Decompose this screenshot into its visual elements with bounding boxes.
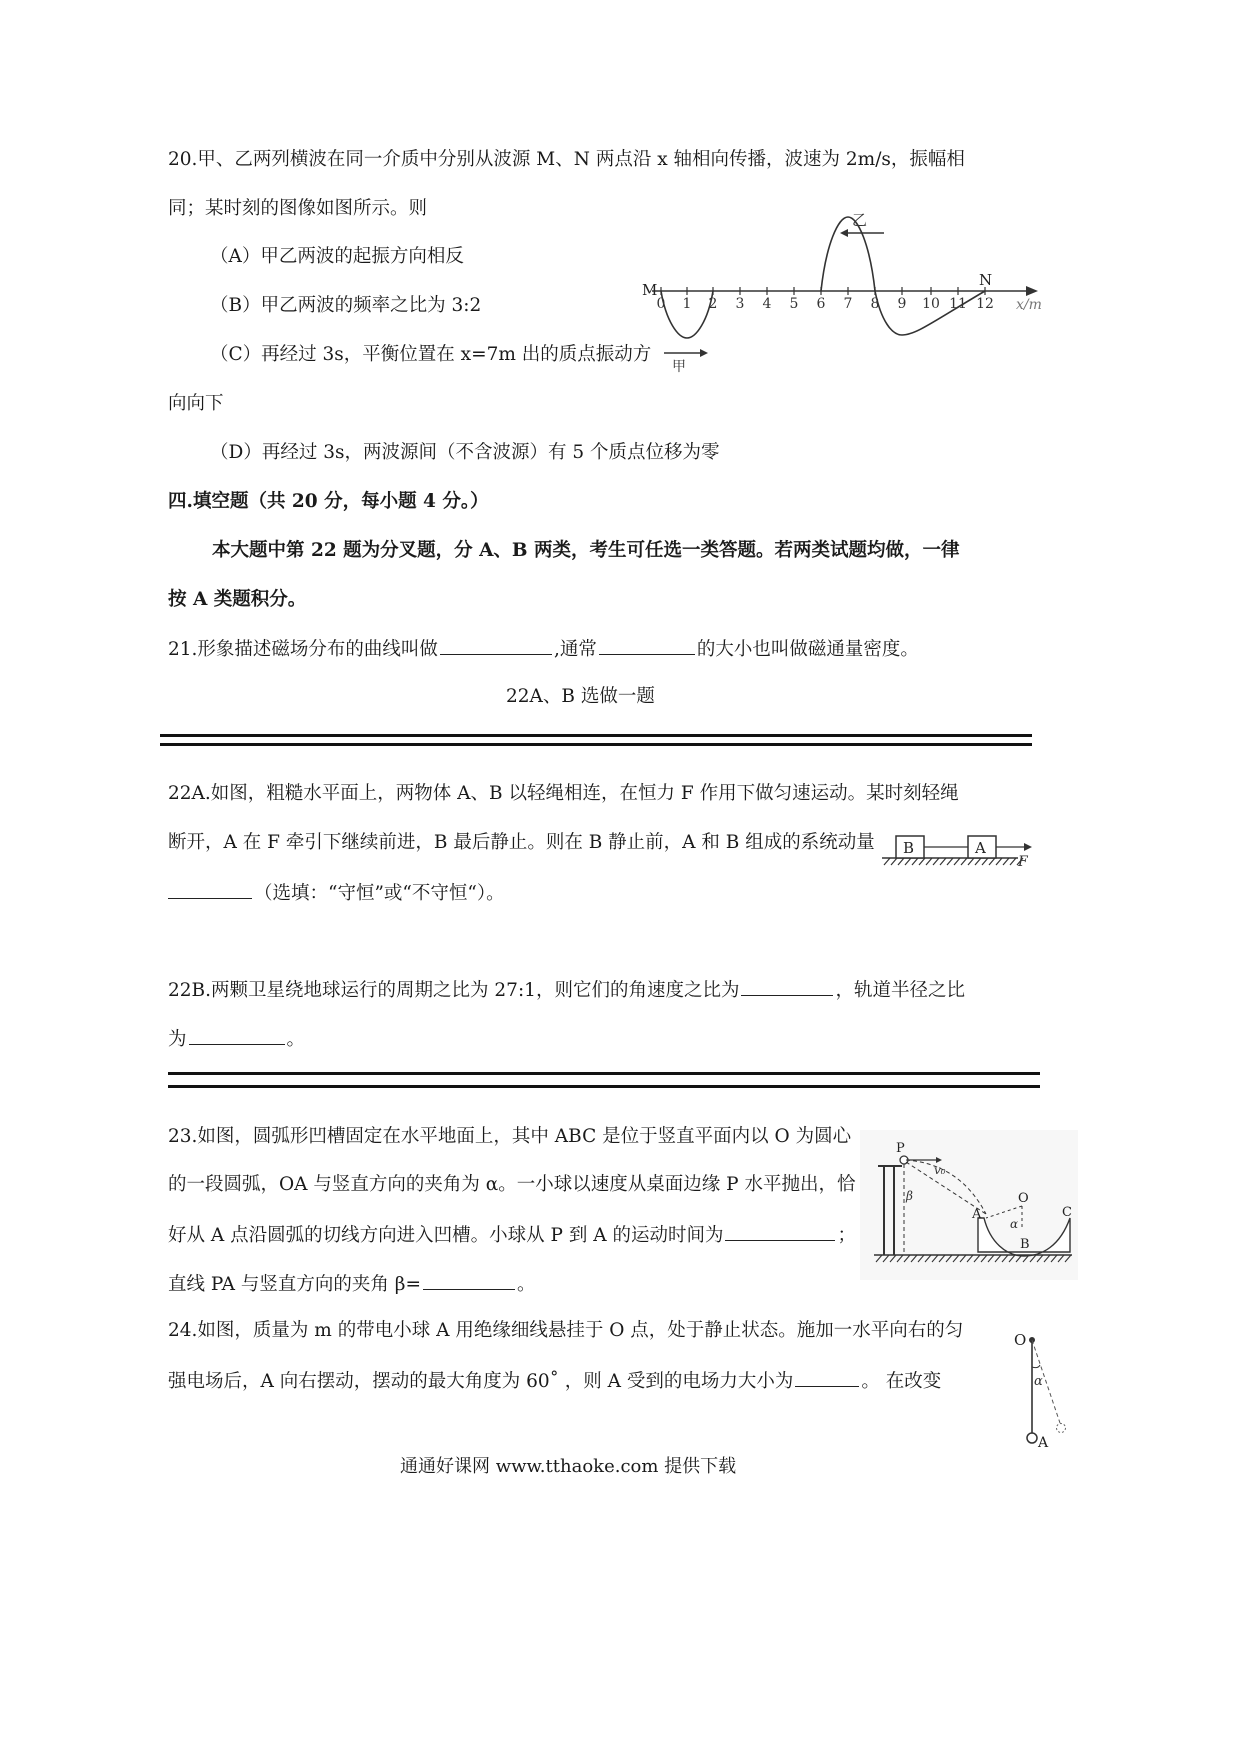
q23-line3-text-a: 好从 A 点沿圆弧的切线方向进入凹槽。小球从 P 到 A 的运动时间为 (168, 1225, 724, 1246)
q21-blank2[interactable] (599, 636, 695, 655)
q20-option-a: （A）甲乙两波的起振方向相反 (210, 246, 464, 267)
q23-line1: 23.如图，圆弧形凹槽固定在水平地面上，其中 ABC 是位于竖直平面内以 O 为圆心 (168, 1126, 852, 1147)
label-jia: 甲 (672, 359, 686, 375)
q24-line2-text-b: 。 在改变 (861, 1371, 942, 1392)
q24-line2-text-a: 强电场后，A 向右摆动，摆动的最大角度为 60˚ ，则 A 受到的电场力大小为 (168, 1371, 794, 1392)
hatch-line (947, 858, 953, 865)
label-n: N (979, 271, 993, 289)
hatch-line (975, 858, 981, 865)
section4-note1: 本大题中第 22 题为分叉题，分 A、B 两类，考生可任选一类答题。若两类试题均做，一律 (212, 540, 960, 561)
tick-label: 7 (843, 296, 853, 312)
hatch-line (954, 858, 960, 865)
tick-label: 11 (949, 296, 967, 312)
divider-top-1 (160, 734, 1032, 737)
figure-background (860, 1130, 1078, 1280)
label-block-b: B (903, 839, 915, 857)
q22b-line1 (168, 977, 965, 1003)
q20-line2: 同；某时刻的图像如图所示。则 (168, 198, 428, 219)
q21-part1: 21.形象描述磁场分布的曲线叫做 (168, 639, 438, 660)
pendulum-figure (1010, 1325, 1070, 1455)
label-alpha: α (1034, 1374, 1043, 1389)
q22b-line1-text-a: 22B.两颗卫星绕地球运行的周期之比为 27:1，则它们的角速度之比为 (168, 980, 740, 1001)
arrow-jia-head-icon (700, 349, 708, 357)
hatch-line (961, 858, 967, 865)
label-c: C (1062, 1205, 1072, 1220)
hatch-line (1003, 858, 1009, 865)
axis-label: x/m (1016, 297, 1042, 313)
label-v0: v₀ (934, 1163, 946, 1177)
q22a-line1: 22A.如图，粗糙水平面上，两物体 A、B 以轻绳相连，在恒力 F 作用下做匀速运动。某时刻轻绳 (168, 783, 959, 804)
q22a-blank[interactable] (168, 880, 252, 899)
q22b-blank1[interactable] (741, 977, 833, 996)
label-a: A (972, 1207, 982, 1222)
q23-line3-text-b: ； (837, 1225, 856, 1246)
footer: 通通好课网 www.tthaoke.com 提供下载 (400, 1456, 737, 1477)
q23-line4 (168, 1271, 535, 1297)
tick-label: 9 (897, 296, 907, 312)
axis-arrow-icon (1026, 286, 1038, 296)
ground-hatch (884, 858, 1023, 865)
q24-line2 (168, 1368, 941, 1394)
label-m: M (642, 281, 658, 299)
q22-header: 22A、B 选做一题 (506, 686, 655, 707)
label-o: O (1018, 1191, 1029, 1206)
q23-blank1[interactable] (725, 1222, 835, 1241)
label-p: P (896, 1141, 905, 1156)
q22b-line2-text-a: 为 (168, 1029, 187, 1050)
q22a-line2: 断开，A 在 F 牵引下继续前进，B 最后静止。则在 B 静止前，A 和 B 组成的系统动量 (168, 832, 875, 853)
ball-a (1027, 1433, 1037, 1443)
q22b-line2-text-b: 。 (286, 1029, 306, 1050)
tick-label: 6 (816, 296, 826, 312)
tick-label: 1 (682, 296, 692, 312)
q22b-blank2[interactable] (189, 1026, 285, 1045)
angle-arc (1032, 1365, 1040, 1368)
hatch-line (1010, 858, 1016, 865)
q20-option-d: （D）再经过 3s，两波源间（不含波源）有 5 个质点位移为零 (210, 442, 720, 463)
q21-part2: ,通常 (553, 639, 597, 660)
force-arrow-head-icon (1024, 843, 1032, 851)
q20-option-c: （C）再经过 3s，平衡位置在 x=7m 出的质点振动方 (210, 344, 652, 365)
label-force: F (1018, 854, 1028, 870)
q20-option-b: （B）甲乙两波的频率之比为 3:2 (210, 295, 482, 316)
tick-label: 3 (735, 296, 745, 312)
q23-line3 (168, 1222, 856, 1248)
q22b-line1-text-b: ，轨道半径之比 (835, 980, 965, 1001)
q23-line4-text-b: 。 (516, 1274, 536, 1295)
q24-blank[interactable] (795, 1368, 859, 1387)
hatch-line (912, 858, 918, 865)
hatch-line (926, 858, 932, 865)
q22b-line2 (168, 1026, 305, 1052)
hatch-line (884, 858, 890, 865)
wave-figure (634, 205, 1044, 375)
section4-note2: 按 A 类题积分。 (168, 589, 307, 610)
groove-figure (860, 1130, 1078, 1280)
section4-title: 四.填空题（共 20 分，每小题 4 分。） (168, 491, 489, 512)
q22a-line3-text: （选填：“守恒”或“不守恒“）。 (254, 883, 505, 904)
hatch-line (933, 858, 939, 865)
q21-part3: 的大小也叫做磁通量密度。 (696, 639, 919, 660)
tick-label: 10 (922, 296, 940, 312)
label-yi: 乙 (852, 211, 868, 229)
label-beta: β (906, 1189, 913, 1203)
ball-displaced (1057, 1424, 1066, 1433)
label-o: O (1014, 1331, 1027, 1349)
arrow-yi-head-icon (840, 229, 848, 237)
tick-label: 0 (656, 296, 666, 312)
tick-label: 5 (789, 296, 799, 312)
q21-blank1[interactable] (440, 636, 552, 655)
label-alpha: α (1010, 1217, 1019, 1231)
q24-line1: 24.如图，质量为 m 的带电小球 A 用绝缘细线悬挂于 O 点，处于静止状态。施加一水平向右的匀 (168, 1320, 964, 1341)
q23-line4-text-a: 直线 PA 与竖直方向的夹角 β= (168, 1274, 421, 1295)
q20-line1: 20.甲、乙两列横波在同一介质中分别从波源 M、N 两点沿 x 轴相向传播，波速为 2m/s，振幅相 (168, 149, 965, 170)
hatch-line (898, 858, 904, 865)
q22a-line3 (168, 880, 505, 906)
q23-line2: 的一段圆弧，OA 与竖直方向的夹角为 α。一小球以速度从桌面边缘 P 水平抛出，恰 (168, 1174, 856, 1195)
q23-blank2[interactable] (423, 1271, 515, 1290)
hatch-line (891, 858, 897, 865)
q21 (168, 636, 919, 662)
hatch-line (989, 858, 995, 865)
blocks-figure (878, 822, 1038, 872)
tick-label: 12 (976, 296, 994, 312)
hatch-line (968, 858, 974, 865)
label-b: B (1020, 1237, 1030, 1252)
hatch-line (919, 858, 925, 865)
q20-option-c-cont: 向向下 (168, 393, 224, 414)
label-block-a: A (975, 839, 986, 857)
tick-label: 8 (870, 296, 880, 312)
tick-label: 2 (708, 296, 718, 312)
label-a: A (1038, 1435, 1049, 1451)
divider-top-2 (160, 743, 1032, 746)
hatch-line (982, 858, 988, 865)
hatch-line (940, 858, 946, 865)
divider-bottom-2 (168, 1085, 1040, 1088)
hatch-line (996, 858, 1002, 865)
tick-label: 4 (762, 296, 772, 312)
divider-bottom-1 (168, 1072, 1040, 1075)
hatch-line (905, 858, 911, 865)
